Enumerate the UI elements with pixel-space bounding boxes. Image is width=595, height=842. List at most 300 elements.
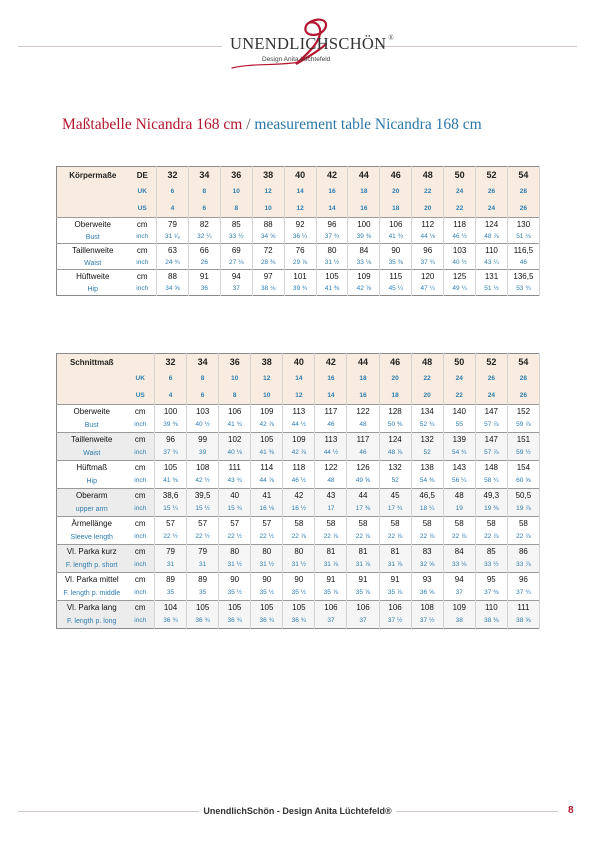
- table-cell: 31 ½: [219, 559, 251, 573]
- table-cell: 22 ½: [155, 531, 187, 545]
- table-cell: 47 ¼: [412, 283, 444, 296]
- table-cell: 96: [412, 244, 444, 258]
- table-cell: 60 ⅝: [507, 475, 539, 489]
- table-cell: 52: [411, 447, 443, 461]
- table-cell: 22 ⅞: [347, 531, 379, 545]
- table-cell: 69: [220, 244, 252, 258]
- table-cell: 59 ½: [507, 447, 539, 461]
- table-cell: 51 ½: [476, 283, 508, 296]
- table-cell: 4: [157, 201, 189, 218]
- measure-row-inch: [57, 531, 540, 545]
- row-unit: inch: [127, 587, 155, 601]
- table-cell: 15 ¾: [219, 503, 251, 517]
- size-header-row: [57, 354, 540, 372]
- table-cell: 33 ½: [220, 231, 252, 244]
- table-cell: 93: [411, 573, 443, 588]
- table-cell: 44 ⅛: [412, 231, 444, 244]
- table-cell: 37: [347, 615, 379, 629]
- table-cell: 39,5: [187, 489, 219, 504]
- table-cell: 48: [315, 475, 347, 489]
- row-unit: cm: [127, 461, 155, 476]
- table-cell: 94: [220, 270, 252, 284]
- measure-row-inch: [57, 419, 540, 433]
- table-cell: 139: [443, 433, 475, 448]
- table-cell: 79: [187, 545, 219, 560]
- table-cell: 49,3: [475, 489, 507, 504]
- table-cell: 42 ⅞: [283, 447, 315, 461]
- table-cell: 125: [444, 270, 476, 284]
- table-cell: 41: [251, 489, 283, 504]
- table-cell: 44: [347, 354, 379, 372]
- row-unit: inch: [127, 503, 155, 517]
- table-cell: 38: [251, 354, 283, 372]
- table-cell: 36: [188, 283, 220, 296]
- table-cell: 44: [348, 167, 380, 185]
- table-cell: 106: [315, 601, 347, 616]
- table-cell: 39: [187, 447, 219, 461]
- table-cell: 106: [219, 405, 251, 420]
- table-cell: 58: [507, 517, 539, 532]
- table-cell: 6: [188, 201, 220, 218]
- table-cell: 132: [379, 461, 411, 476]
- table-cell: 44 ½: [283, 419, 315, 433]
- row-unit: DE: [129, 167, 157, 185]
- table-cell: 22 ⅞: [379, 531, 411, 545]
- table-cell: 10: [252, 201, 284, 218]
- table-cell: 44: [347, 489, 379, 504]
- table-cell: 124: [379, 433, 411, 448]
- table-cell: 51 ⅛: [507, 231, 539, 244]
- table-cell: 118: [283, 461, 315, 476]
- footer-credit: [0, 806, 595, 816]
- row-label: [57, 201, 129, 218]
- table-cell: 138: [411, 461, 443, 476]
- table-cell: 57 ⅞: [475, 447, 507, 461]
- table-cell: 79: [157, 218, 189, 232]
- size-header-row: [57, 201, 540, 218]
- row-label: Sleeve length: [70, 534, 113, 541]
- table-cell: 12: [252, 184, 284, 201]
- row-label: Hüftmaß: [57, 461, 127, 476]
- table-cell: 41 ⅜: [316, 283, 348, 296]
- row-unit: inch: [127, 447, 155, 461]
- table-cell: 105: [316, 270, 348, 284]
- table-cell: 36 ¾: [251, 615, 283, 629]
- measure-row-inch: [57, 503, 540, 517]
- table-cell: 12: [284, 201, 316, 218]
- table-cell: 89: [187, 573, 219, 588]
- table-cell: 66: [188, 244, 220, 258]
- table-cell: 50: [444, 167, 476, 185]
- table-cell: 109: [283, 433, 315, 448]
- table-cell: 43: [315, 489, 347, 504]
- table-cell: 103: [444, 244, 476, 258]
- table-cell: 8: [220, 201, 252, 218]
- table-cell: 48: [412, 167, 444, 185]
- table-cell: 154: [507, 461, 539, 476]
- table-cell: 31 ⅞: [315, 559, 347, 573]
- table-cell: 111: [219, 461, 251, 476]
- footer-credit-text: UnendlichSchön - Design Anita Lüchtefeld®: [199, 806, 395, 816]
- table-cell: 20: [411, 388, 443, 405]
- table-cell: 8: [219, 388, 251, 405]
- table-cell: 52: [476, 167, 508, 185]
- table-cell: 49 ¼: [444, 283, 476, 296]
- table-cell: 83: [411, 545, 443, 560]
- row-unit: inch: [127, 559, 155, 573]
- table-cell: 27 ⅛: [220, 257, 252, 270]
- table-cell: 37: [220, 283, 252, 296]
- table-cell: 36 ¾: [283, 615, 315, 629]
- measure-row-inch: [57, 283, 540, 296]
- measure-row-inch: [57, 257, 540, 270]
- table-cell: 19: [443, 503, 475, 517]
- table-cell: 14: [284, 184, 316, 201]
- table-cell: 106: [347, 601, 379, 616]
- table-cell: 46,5: [411, 489, 443, 504]
- table-cell: 85: [475, 545, 507, 560]
- table-cell: 38,6: [155, 489, 187, 504]
- table-cell: 18: [379, 388, 411, 405]
- table-cell: 148: [475, 461, 507, 476]
- table-cell: 110: [475, 601, 507, 616]
- table-cell: 152: [507, 405, 539, 420]
- table-cell: 92: [284, 218, 316, 232]
- table-cell: 35 ⅞: [379, 587, 411, 601]
- table-cell: 8: [188, 184, 220, 201]
- measure-row-cm: [57, 218, 540, 232]
- table-cell: 22: [412, 184, 444, 201]
- table-cell: 35 ½: [219, 587, 251, 601]
- row-label: Schnittmaß: [57, 354, 127, 372]
- table-cell: 57: [187, 517, 219, 532]
- row-label: [57, 371, 127, 388]
- table-cell: 42: [315, 354, 347, 372]
- table-cell: 105: [155, 461, 187, 476]
- table-cell: 90: [283, 573, 315, 588]
- table-cell: 12: [283, 388, 315, 405]
- table-cell: 32: [155, 354, 187, 372]
- table-cell: 41 ¾: [219, 419, 251, 433]
- table-cell: 58: [347, 517, 379, 532]
- table-cell: 46 ½: [444, 231, 476, 244]
- table-cell: 10: [220, 184, 252, 201]
- table-cell: 109: [443, 601, 475, 616]
- measure-row-cm: [57, 573, 540, 588]
- table-cell: 37 ¾: [507, 587, 539, 601]
- table-cell: 58 ¼: [475, 475, 507, 489]
- row-unit: cm: [127, 433, 155, 448]
- table-cell: 46: [380, 167, 412, 185]
- logo-wordmark: [230, 34, 394, 54]
- pattern-measurement-table: [56, 353, 540, 629]
- row-unit: inch: [129, 283, 157, 296]
- table-cell: 44 ½: [315, 447, 347, 461]
- logo-registered-mark: ®: [388, 34, 394, 42]
- header-rule-right: [372, 46, 577, 47]
- table-cell: 56 ¼: [443, 475, 475, 489]
- table-cell: 24: [444, 184, 476, 201]
- table-cell: 134: [411, 405, 443, 420]
- table-cell: 117: [315, 405, 347, 420]
- table-cell: 111: [507, 601, 539, 616]
- measure-row-inch: [57, 587, 540, 601]
- table-cell: 18: [347, 371, 379, 388]
- table-cell: 24: [475, 388, 507, 405]
- header-rule-left: [18, 46, 222, 47]
- row-label: Taillenweite: [57, 433, 127, 448]
- row-unit: cm: [129, 218, 157, 232]
- table-cell: 116,5: [507, 244, 539, 258]
- row-unit: US: [127, 388, 155, 405]
- row-unit: cm: [127, 405, 155, 420]
- table-cell: 76: [284, 244, 316, 258]
- table-cell: 109: [251, 405, 283, 420]
- row-unit: cm: [127, 517, 155, 532]
- row-label: Hip: [87, 285, 98, 293]
- table-cell: 103: [187, 405, 219, 420]
- page-number: 8: [568, 805, 574, 816]
- row-unit: cm: [127, 601, 155, 616]
- table-cell: 15 ½: [187, 503, 219, 517]
- row-unit: inch: [127, 475, 155, 489]
- size-header-row: [57, 371, 540, 388]
- table-cell: 72: [252, 244, 284, 258]
- row-unit: cm: [127, 489, 155, 504]
- table-cell: 37 ½: [411, 615, 443, 629]
- table-cell: 20: [380, 184, 412, 201]
- row-label: Oberarm: [57, 489, 127, 504]
- table-cell: 36 ¾: [155, 615, 187, 629]
- row-unit: UK: [127, 371, 155, 388]
- page-title: [62, 116, 482, 134]
- table-cell: 16: [315, 371, 347, 388]
- table-cell: 80: [251, 545, 283, 560]
- table-cell: 147: [475, 405, 507, 420]
- table-cell: 29 ⅞: [284, 257, 316, 270]
- table-cell: 14: [315, 388, 347, 405]
- table-cell: 22 ⅞: [443, 531, 475, 545]
- table-cell: 82: [188, 218, 220, 232]
- table-cell: 22 ½: [251, 531, 283, 545]
- table-cell: 38: [443, 615, 475, 629]
- table-cell: 45: [379, 489, 411, 504]
- row-unit: inch: [127, 615, 155, 629]
- table-cell: 63: [157, 244, 189, 258]
- table-cell: 41 ⅜: [155, 475, 187, 489]
- measure-row-cm: [57, 244, 540, 258]
- table-cell: 22: [411, 371, 443, 388]
- row-label: Körpermaße: [57, 167, 129, 185]
- size-header-row: [57, 388, 540, 405]
- table-cell: 81: [315, 545, 347, 560]
- table-cell: 95: [475, 573, 507, 588]
- table-cell: 41 ⅜: [251, 447, 283, 461]
- table-cell: 28: [507, 184, 539, 201]
- measure-row-cm: [57, 601, 540, 616]
- table-cell: 12: [251, 371, 283, 388]
- table-cell: 26: [188, 257, 220, 270]
- table-cell: 140: [443, 405, 475, 420]
- table-cell: 38 ⅜: [475, 615, 507, 629]
- row-label: Ärmellänge: [57, 517, 127, 532]
- table-cell: 58: [283, 517, 315, 532]
- measure-row-cm: [57, 461, 540, 476]
- table-cell: 16: [347, 388, 379, 405]
- table-cell: 36 ¾: [219, 615, 251, 629]
- table-cell: 17 ¾: [379, 503, 411, 517]
- row-label: Hip: [86, 478, 97, 485]
- table-cell: 43 ¾: [219, 475, 251, 489]
- table-cell: 24: [476, 201, 508, 218]
- table-cell: 44 ⅞: [251, 475, 283, 489]
- table-cell: 37 ¾: [316, 231, 348, 244]
- table-cell: 48: [443, 489, 475, 504]
- row-label: Vl. Parka lang: [57, 601, 127, 616]
- table-cell: 113: [283, 405, 315, 420]
- table-cell: 32 ¼: [188, 231, 220, 244]
- table-cell: 39 ⅜: [155, 419, 187, 433]
- logo-brand-text: UNENDLICHSCHÖN: [230, 34, 387, 53]
- table-cell: 18: [380, 201, 412, 218]
- table-cell: 46: [379, 354, 411, 372]
- table-cell: 22 ½: [187, 531, 219, 545]
- table-cell: 14: [283, 371, 315, 388]
- table-cell: 91: [315, 573, 347, 588]
- table-cell: 54: [507, 167, 539, 185]
- row-label: [57, 184, 129, 201]
- table-cell: 15 ¼: [155, 503, 187, 517]
- row-unit: cm: [127, 545, 155, 560]
- table-cell: 28: [507, 371, 539, 388]
- table-cell: 40 ⅛: [219, 447, 251, 461]
- table-cell: 57: [155, 517, 187, 532]
- table-cell: 22 ⅞: [283, 531, 315, 545]
- table-cell: 36: [220, 167, 252, 185]
- table-cell: 40: [284, 167, 316, 185]
- table-cell: 91: [347, 573, 379, 588]
- row-unit: [127, 354, 155, 372]
- table-cell: 34 ⅝: [252, 231, 284, 244]
- table-cell: 33 ⅛: [348, 257, 380, 270]
- table-cell: 6: [187, 388, 219, 405]
- table-cell: 40 ½: [187, 419, 219, 433]
- table-cell: 90: [219, 573, 251, 588]
- table-cell: 22 ⅞: [507, 531, 539, 545]
- table-cell: 81: [347, 545, 379, 560]
- table-cell: 42 ½: [187, 475, 219, 489]
- table-cell: 42: [316, 167, 348, 185]
- table-cell: 10: [251, 388, 283, 405]
- table-cell: 37 ⅜: [475, 587, 507, 601]
- table-cell: 58: [411, 517, 443, 532]
- row-unit: inch: [127, 531, 155, 545]
- table-cell: 88: [252, 218, 284, 232]
- table-cell: 53 ¾: [507, 283, 539, 296]
- table-cell: 96: [507, 573, 539, 588]
- row-label: Oberweite: [57, 218, 129, 232]
- table-cell: 50: [443, 354, 475, 372]
- table-cell: 42 ⅞: [348, 283, 380, 296]
- table-cell: 58: [315, 517, 347, 532]
- table-cell: 38: [252, 167, 284, 185]
- table-cell: 26: [507, 201, 539, 218]
- table-cell: 19 ⅞: [507, 503, 539, 517]
- table-cell: 58: [379, 517, 411, 532]
- table-cell: 59 ⅞: [507, 419, 539, 433]
- table-cell: 18 ¼: [411, 503, 443, 517]
- table-cell: 130: [507, 218, 539, 232]
- table-cell: 50 ⅜: [379, 419, 411, 433]
- measure-row-inch: [57, 475, 540, 489]
- table-cell: 58: [475, 517, 507, 532]
- measure-row-cm: [57, 517, 540, 532]
- table-cell: 26: [475, 371, 507, 388]
- logo-subtitle: Design Anita Lüchtefeld: [262, 56, 331, 63]
- row-label: Bust: [84, 422, 99, 429]
- table-cell: 94: [443, 573, 475, 588]
- table-cell: 46: [315, 419, 347, 433]
- measure-row-cm: [57, 433, 540, 448]
- table-cell: 151: [507, 433, 539, 448]
- table-cell: 33 ⅛: [443, 559, 475, 573]
- table-cell: 88: [157, 270, 189, 284]
- row-label: F. length p. middle: [63, 590, 121, 597]
- table-cell: 20: [379, 371, 411, 388]
- table-cell: 49 ⅝: [347, 475, 379, 489]
- row-label: Waist: [57, 447, 127, 461]
- row-label: Hüftweite: [57, 270, 129, 284]
- table-cell: 128: [379, 405, 411, 420]
- table-cell: 105: [283, 601, 315, 616]
- table-cell: 105: [219, 601, 251, 616]
- row-unit: inch: [129, 257, 157, 270]
- table-cell: 33 ½: [475, 559, 507, 573]
- table-cell: 117: [347, 433, 379, 448]
- table-cell: 54 ⅜: [411, 475, 443, 489]
- table-cell: 37: [315, 615, 347, 629]
- size-header-row: [57, 167, 540, 185]
- table-cell: 31 ½: [251, 559, 283, 573]
- table-cell: 106: [380, 218, 412, 232]
- table-cell: 19 ⅜: [475, 503, 507, 517]
- row-label: upper arm: [57, 503, 127, 517]
- table-cell: 105: [187, 601, 219, 616]
- size-header-row: [57, 184, 540, 201]
- table-cell: 40: [283, 354, 315, 372]
- table-cell: 34: [188, 167, 220, 185]
- table-cell: 105: [251, 601, 283, 616]
- table-cell: 34 ⅝: [157, 283, 189, 296]
- table-cell: 26: [507, 388, 539, 405]
- table-cell: 90: [380, 244, 412, 258]
- table-cell: 84: [348, 244, 380, 258]
- table-cell: 42: [283, 489, 315, 504]
- table-cell: 22: [443, 388, 475, 405]
- table-cell: 106: [379, 601, 411, 616]
- measure-row-inch: [57, 231, 540, 244]
- table-cell: 131: [476, 270, 508, 284]
- table-cell: 99: [187, 433, 219, 448]
- table-cell: 31 ⅞: [347, 559, 379, 573]
- table-cell: 96: [155, 433, 187, 448]
- measure-row-inch: [57, 447, 540, 461]
- measure-row-cm: [57, 489, 540, 504]
- table-cell: 40 ½: [444, 257, 476, 270]
- table-cell: 35 ⅜: [380, 257, 412, 270]
- table-cell: 85: [220, 218, 252, 232]
- table-cell: 48 ⅞: [476, 231, 508, 244]
